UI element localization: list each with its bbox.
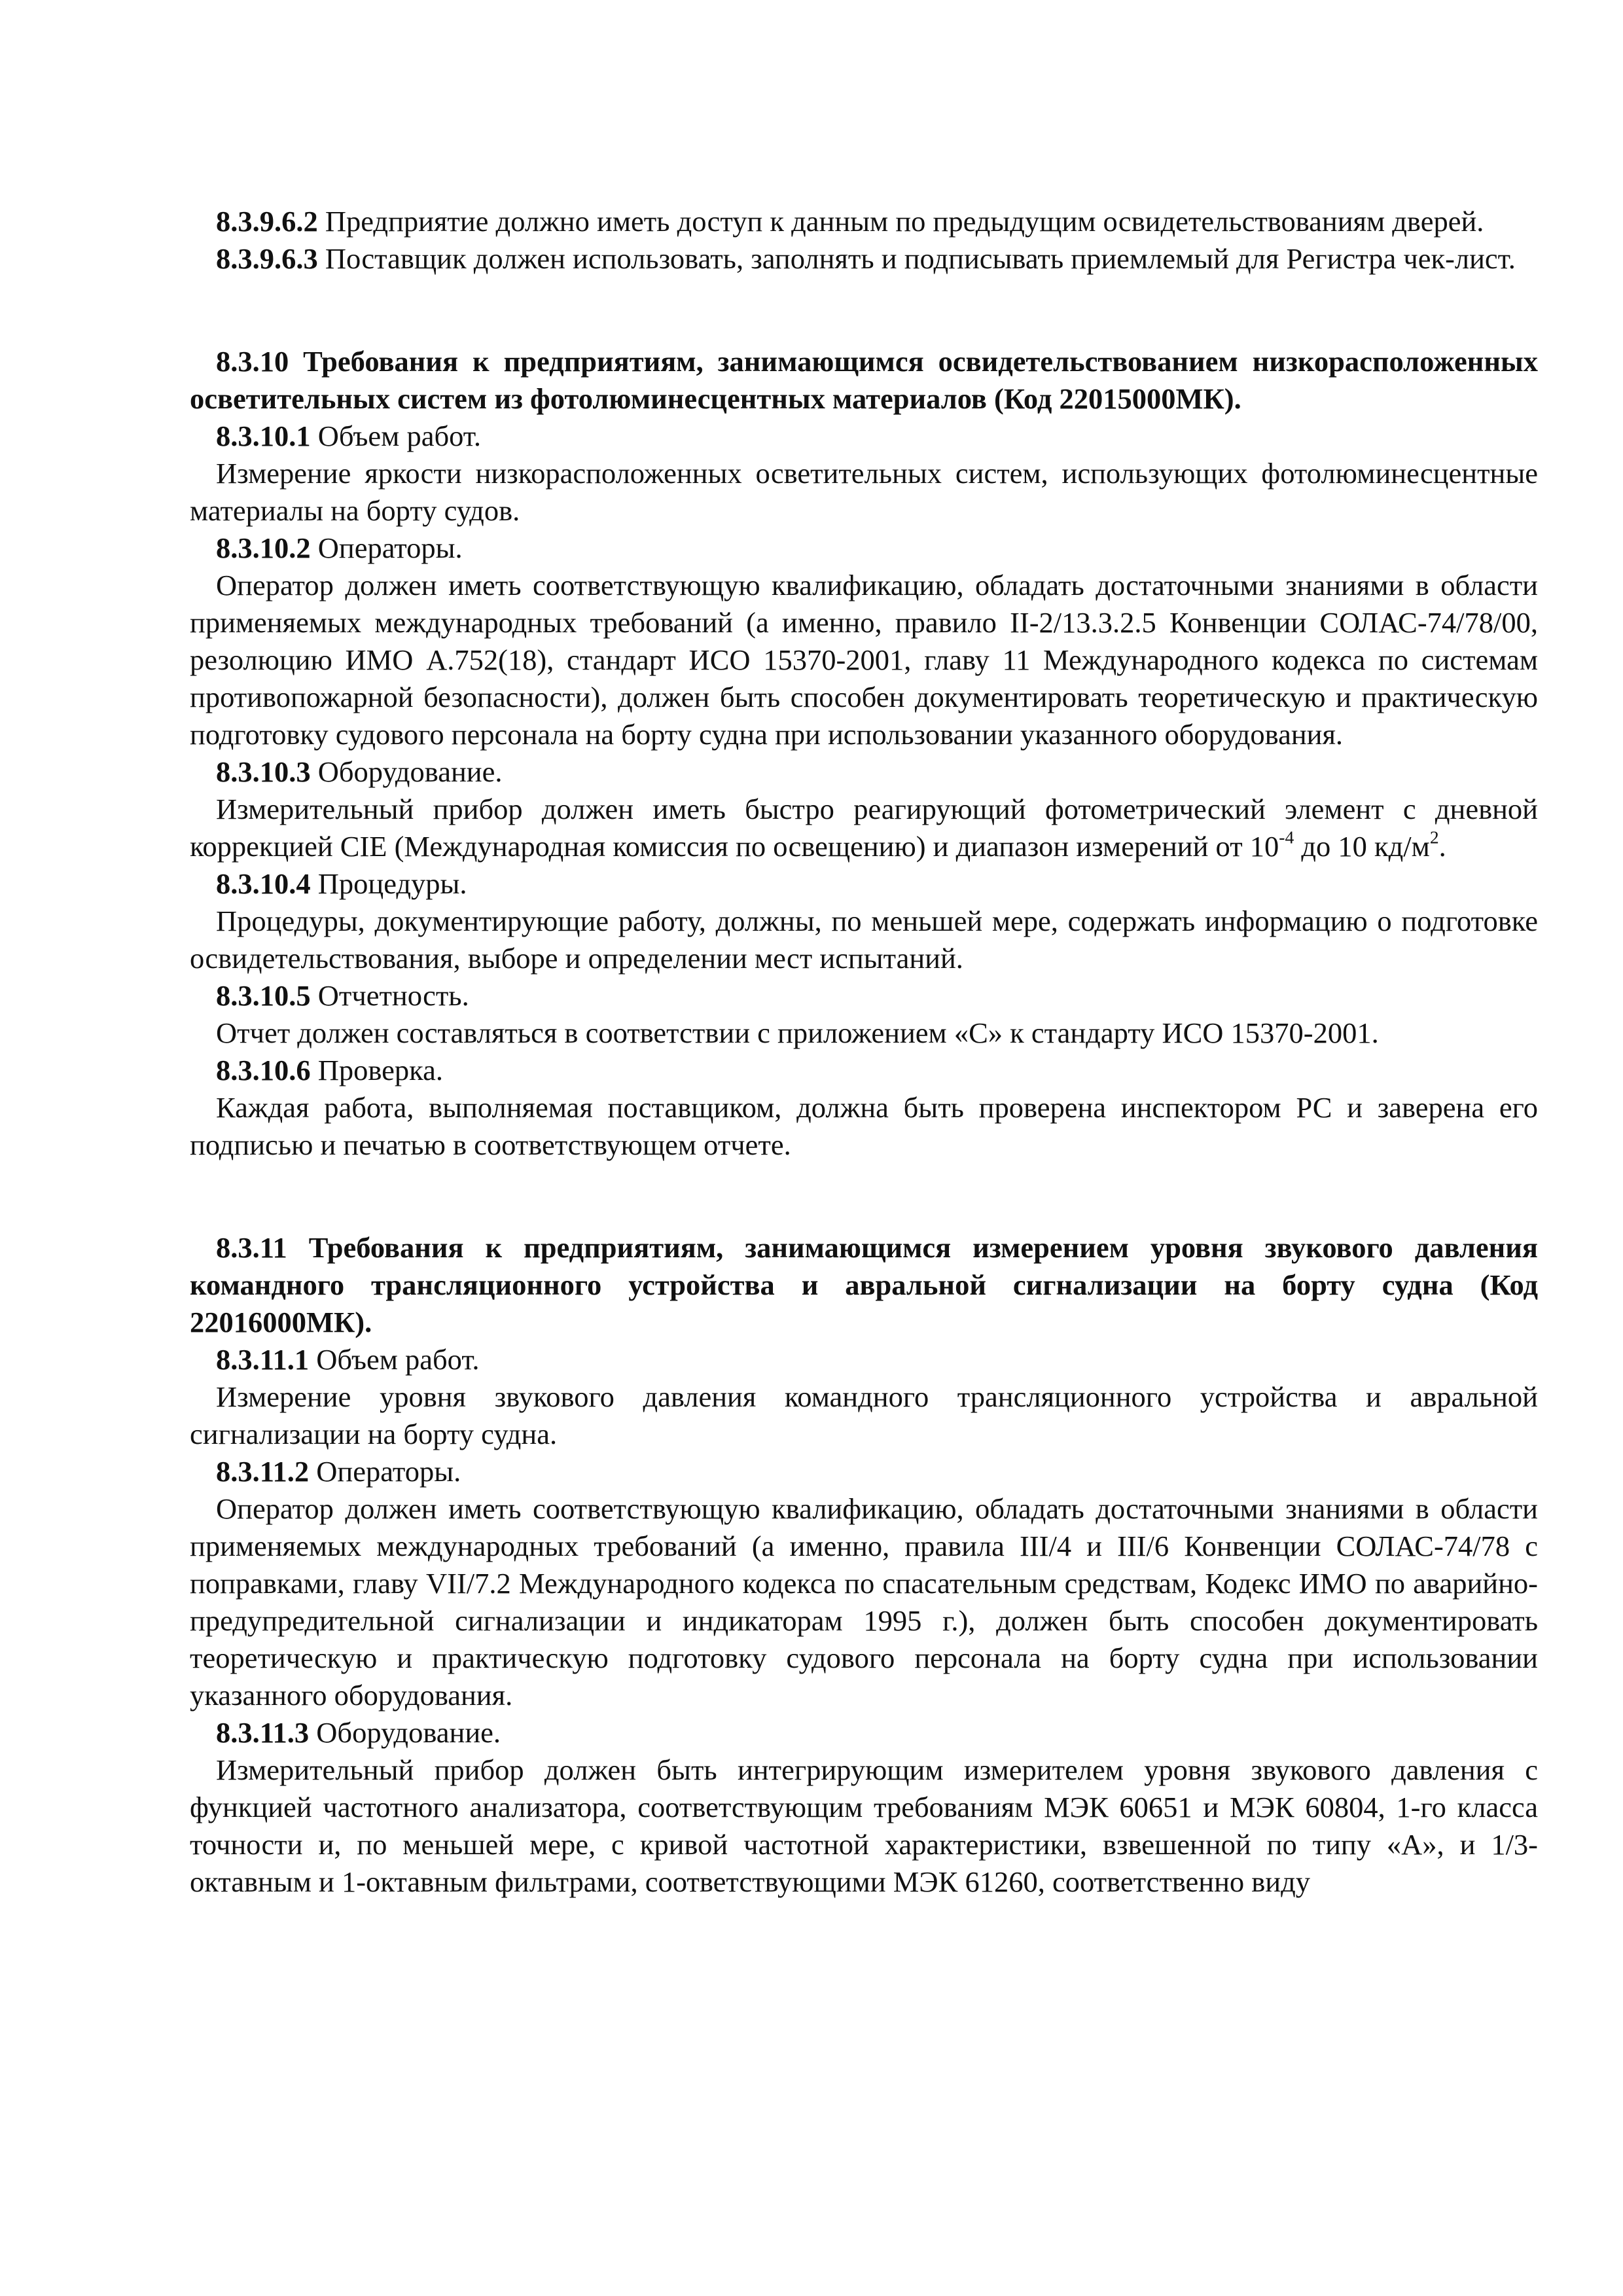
paragraph xyxy=(190,240,1538,278)
clause-text: Поставщик должен использовать, заполнять и подписывать приемлемый для Регистра чек-лист. xyxy=(317,242,1516,275)
paragraph xyxy=(190,418,1538,455)
body-text: Отчет должен составляться в соответствии с приложением «С» к стандарту ИСО 15370-2001. xyxy=(216,1016,1379,1049)
body-text-part: . xyxy=(1438,830,1446,863)
clause-number: 8.3.11.1 xyxy=(216,1343,310,1376)
paragraph xyxy=(190,529,1538,567)
clause-number: 8.3.10.5 xyxy=(216,979,311,1012)
clause-text: Предприятие должно иметь доступ к данным по предыдущим освидетельствованиям дверей. xyxy=(317,205,1484,238)
paragraph xyxy=(190,1052,1538,1089)
clause-text: Операторы. xyxy=(309,1455,461,1488)
body-text: Оператор должен иметь соответствующую квалификацию, обладать достаточными знаниями в области применяемых международных требований (а именно, правила III/4 и III/6 Конвенции СОЛАС-74/78 с поправками, главу VII/7.2 Международного кодекса по спасательным средствам, Кодекс ИМО по аварийно-предупредительной сигнализации и индикаторам 1995 г.), должен быть способен документировать теоретическую и практическую подготовку судового персонала на борту судна при использовании указанного оборудования. xyxy=(190,1492,1538,1712)
body-text: Измерение уровня звукового давления командного трансляционного устройства и авральной сигнализации на борту судна. xyxy=(190,1380,1538,1450)
body-text xyxy=(190,791,1538,865)
paragraph xyxy=(190,977,1538,1014)
clause-text: Операторы. xyxy=(310,531,463,564)
body-text: Измерительный прибор должен быть интегрирующим измерителем уровня звукового давления с функцией частотного анализатора, соответствующим требованиям МЭК 60651 и МЭК 60804, 1-го класса точности и, по меньшей мере, с кривой частотной характеристики, взвешенной по типу «А», и 1/3-октавным и 1-октавным фильтрами, соответствующими МЭК 61260, соответственно виду xyxy=(190,1753,1538,1898)
paragraph xyxy=(190,1341,1538,1378)
body-text: Процедуры, документирующие работу, должны, по меньшей мере, содержать информацию о подготовке освидетельствования, выборе и определении мест испытаний. xyxy=(190,905,1538,975)
paragraph xyxy=(190,1453,1538,1490)
clause-number: 8.3.10.4 xyxy=(216,867,311,900)
clause-number: 8.3.10.1 xyxy=(216,420,311,452)
clause-text: Оборудование. xyxy=(310,755,503,788)
clause-text: Объем работ. xyxy=(310,420,481,452)
clause-number: 8.3.9.6.2 xyxy=(216,205,318,238)
paragraph xyxy=(190,203,1538,240)
clause-number: 8.3.10.3 xyxy=(216,755,311,788)
spacer xyxy=(190,278,1538,343)
body-text: Каждая работа, выполняемая поставщиком, должна быть проверена инспектором РС и заверена его подписью и печатью в соответствующем отчете. xyxy=(190,1091,1538,1161)
superscript: -4 xyxy=(1279,827,1294,848)
paragraph xyxy=(190,753,1538,791)
clause-text: Отчетность. xyxy=(310,979,469,1012)
clause-number: 8.3.11.3 xyxy=(216,1716,310,1749)
clause-number: 8.3.9.6.3 xyxy=(216,242,318,275)
paragraph xyxy=(190,1714,1538,1751)
body-text-part: Измерительный прибор должен иметь быстро реагирующий фотометрический элемент с дневной коррекцией CIE (Международная комиссия по освещению) и диапазон измерений от 10 xyxy=(190,793,1538,863)
paragraph xyxy=(190,865,1538,903)
clause-number: 8.3.10.6 xyxy=(216,1054,311,1086)
section-heading: 8.3.11 Требования к предприятиям, занимающимся измерением уровня звукового давления командного трансляционного устройства и авральной сигнализации на борту судна (Код 22016000МК). xyxy=(190,1231,1538,1338)
clause-text: Объем работ. xyxy=(309,1343,480,1376)
clause-text: Процедуры. xyxy=(310,867,467,900)
clause-number: 8.3.11.2 xyxy=(216,1455,310,1488)
clause-text: Проверка. xyxy=(310,1054,443,1086)
body-text-part: до 10 кд/м xyxy=(1294,830,1430,863)
spacer xyxy=(190,1164,1538,1229)
superscript: 2 xyxy=(1429,827,1439,848)
body-text: Оператор должен иметь соответствующую квалификацию, обладать достаточными знаниями в области применяемых международных требований (а именно, правило II-2/13.3.2.5 Конвенции СОЛАС-74/78/00, резолюцию ИМО А.752(18), стандарт ИСО 15370-2001, главу 11 Международного кодекса по системам противопожарной безопасности), должен быть способен документировать теоретическую и практическую подготовку судового персонала на борту судна при использовании указанного оборудования. xyxy=(190,569,1538,751)
clause-text: Оборудование. xyxy=(309,1716,501,1749)
section-heading: 8.3.10 Требования к предприятиям, занимающимся освидетельствованием низкорасположенных осветительных систем из фотолюминесцентных материалов (Код 22015000МК). xyxy=(190,345,1538,415)
body-text: Измерение яркости низкорасположенных осветительных систем, использующих фотолюминесцентные материалы на борту судов. xyxy=(190,457,1538,527)
document-page xyxy=(190,203,1538,1901)
clause-number: 8.3.10.2 xyxy=(216,531,311,564)
